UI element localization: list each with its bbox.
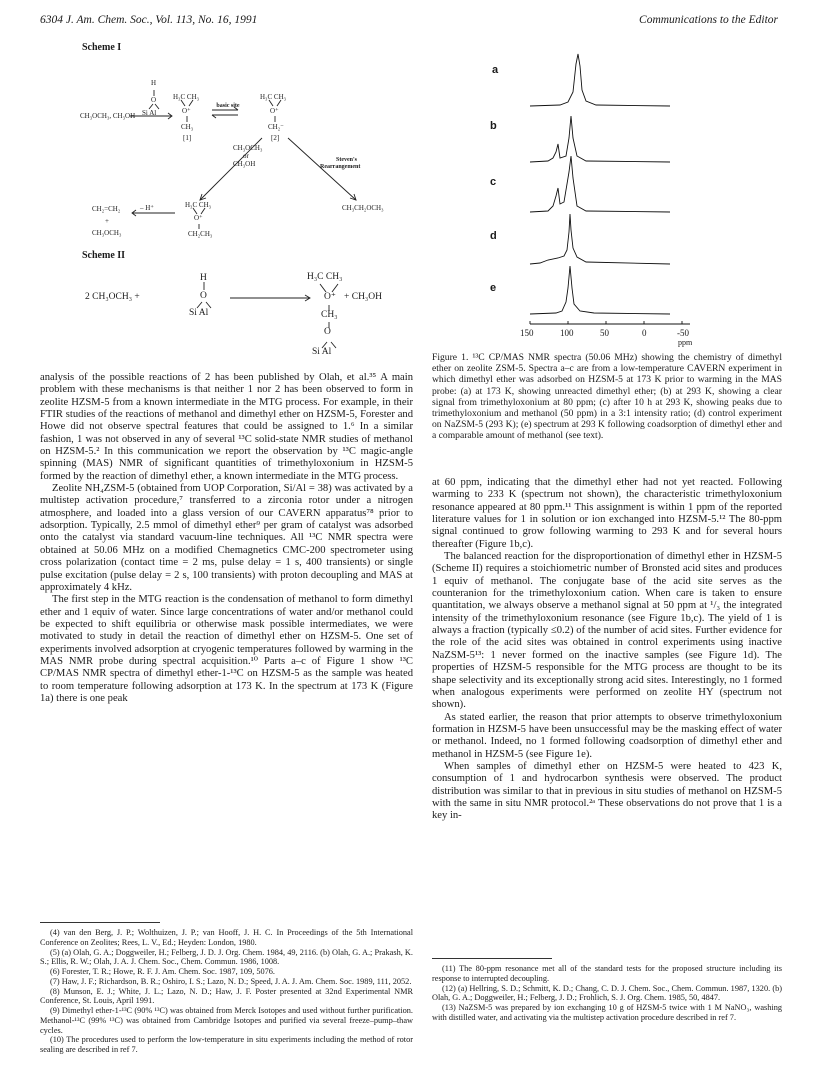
scheme2-title: Scheme II xyxy=(82,250,126,261)
s1-ch2ch3: CH₂CH₃ xyxy=(188,230,213,238)
footnote-6: (6) Forester, T. R.; Howe, R. F. J. Am. Chem. Soc. 1987, 109, 5076. xyxy=(50,967,276,976)
left-paragraph-2: Zeolite NH₄ZSM-5 (obtained from UOP Corporation, Si/Al = 38) was activated by a multistep activation procedure,⁷ transferred to a zirconia rotor under a nitrogen atmosphere, and loaded into a glass version of our CAVERN apparatus⁷⁸ prior to adsorption. Typically, 2.5 mmol of dimethyl ether⁹ per gram of catalyst was adsorbed onto the catalyst via standard vacuum-line techniques. All ¹³C NMR spectra were obtained at 50.06 MHz on a modified Chemagnetics CMC-200 spectrometer using cross polarization (contact time = 2 ms, pulse delay = 1 s, 400 transients) or single pulse excitation (pulse delay = 2 s, 100 transients) with proton decoupling and MAS at approximately 4 kHz. xyxy=(40,483,413,593)
left-paragraph-3: The first step in the MTG reaction is the condensation of methanol to form dimethyl ether and 1 equiv of water. Since large concentrations of water and/or methanol could be expected to shift equilibria or otherwise mask possible intermediates, we were motivated to study in detail the reaction of dimethyl ether on HZSM-5. One set of experiments involved adsorption at cryogenic temperatures followed by warming in the MAS NMR probe during spectral acquisition.¹⁰ Parts a–c of Figure 1 show ¹³C CP/MAS NMR spectra of dimethyl ether-1-¹³C on HZSM-5 as the sample was heated to room temperature following adsorption at 173 K. In the spectrum at 173 K (Figure 1a) there is one peak xyxy=(40,594,413,704)
running-header-right: Communications to the Editor xyxy=(639,14,778,26)
s1-h: H xyxy=(151,79,157,87)
s1-dme: CH₃OCH₃ xyxy=(92,229,122,237)
s1-mid1: CH₃OCH₃ xyxy=(233,144,263,152)
scheme1-title: Scheme I xyxy=(82,42,122,53)
s1-stevens1: Steven's xyxy=(336,157,357,163)
right-paragraph-3: As stated earlier, the reason that prior attempts to observe trimethyloxonium formation in HZSM-5 have been unsuccessful may be the masking effect of water or methanol. Indeed, no 1 formed following coadsorption of dimethyl ether and methanol in HZSM-5 (see Figure 1e). xyxy=(432,711,782,760)
s2-lhs: 2 CH₃OCH₃ + xyxy=(85,292,140,302)
tick-0: 0 xyxy=(642,328,647,338)
footnote-12: (12) (a) Hellring, S. D.; Schmitt, K. D.; Chang, C. D. J. Chem. Soc., Chem. Commun. 1987, 1320. (b) Olah, G. A.; Doggweiler, H.; Felberg, J. D.; Frohlich, S. J. Org. Chem. 1985, 50, 4847. xyxy=(432,983,782,1003)
left-paragraph-1: analysis of the possible reactions of 2 has been published by Olah, et al.³⁵ A main problem with these mechanisms is that neither 1 nor 2 has been observed to form in zeolite HZSM-5 from a known intermediate in the MTG process. For example, in their FTIR studies of the reactions of methanol and dimethyl ether on HZSM-5, Forester and Howe did not observe spectral features that could be assigned to 1.⁶ In a similar fashion, 1 was not observed in any of several ¹³C solid-state NMR studies of methanol on HZSM-5.² In this communication we report the observation by ¹³C magic-angle spinning (MAS) NMR of significant quantities of trimethyloxonium in HZSM-5 formed by the reaction of dimethyl ether, a known intermediate in the MTG process. xyxy=(40,372,413,482)
s1-plus: + xyxy=(105,217,109,225)
footnote-7: (7) Haw, J. F.; Richardson, B. R.; Oshiro, I. S.; Lazo, N. D.; Speed, J. A. J. Am. Chem. Soc. 1989, 111, 2052. xyxy=(50,976,412,986)
s2-sial: Si Al xyxy=(189,308,209,318)
footnote-13: (13) NaZSM-5 was prepared by ion exchanging 10 g of HZSM-5 twice with 1 M NaNO₃, washing with distilled water, and activating via the multistep activation procedure described in ref 7. xyxy=(432,1003,782,1022)
s2-oplus: O⁺ xyxy=(324,292,336,302)
right-paragraph-4: When samples of dimethyl ether on HZSM-5 were heated to 423 K, consumption of 1 and hydrocarbon synthesis were observed. The product distribution was similar to that in previous in situ studies of methanol on HZSM-5 with the same in situ NMR protocol.²ᵃ These observations do not prove that 1 is a key in- xyxy=(432,760,782,822)
scheme2-graphic xyxy=(150,270,390,360)
s1-sial: Si Al xyxy=(142,109,157,117)
spectrum-label-a: a xyxy=(492,64,499,76)
footnotes-left xyxy=(40,928,413,1055)
s1-ch3-1: CH₃ xyxy=(181,123,194,131)
right-column-body xyxy=(432,477,782,823)
s2-h: H xyxy=(200,273,207,283)
s1-oplus-3: O⁺ xyxy=(194,214,203,222)
s2-sial2: Si Al xyxy=(312,347,332,357)
footnote-rule-right xyxy=(432,958,552,959)
spectrum-label-e: e xyxy=(490,282,497,294)
tick-100: 100 xyxy=(560,328,574,338)
s1-label1: [1] xyxy=(183,134,192,142)
s2-o: O xyxy=(200,291,207,301)
left-column-body xyxy=(40,372,413,705)
right-paragraph-2: The balanced reaction for the disproportionation of dimethyl ether in HZSM-5 (Scheme II) requires a stoichiometric number of Bronsted acid sites and produces 1 equiv of methanol. The conjugate base of the acid site serves as the counteranion for the trimethyloxonium cation. When care is taken to ensure quantitation, we always observe a methanol signal at 50 ppm at ¹/₃ the integrated intensity of the trimethyloxonium resonance (see Figure 1b,c). The yield of 1 is always a fraction (typically ≤0.2) of the number of acid sites. Further evidence for the role of the acid sites was obtained in control experiments using inactive NaZSM-5¹³: 1 never formed on the inactive samples (see Figure 1d). The properties of HZSM-5 responsible for the MTG process are thought to be its shape selectivity and its exceptionally strong acid sites. Interestingly, no 1 formed when analogous experiments were performed on zeolite HY (spectrum not shown). xyxy=(432,551,782,711)
footnote-4: (4) van den Berg, J. P.; Wolthuizen, J. P.; van Hooff, J. H. C. In Proceedings of the 5th International Conference on Zeolites; Rees, L. V., Ed.; Heyden: London, 1980. xyxy=(40,928,413,947)
s1-oplus-2: O⁺ xyxy=(270,107,279,115)
footnote-10: (10) The procedures used to perform the low-temperature in situ experiments including the method of rotor sealing are described in ref 7. xyxy=(40,1035,413,1054)
s1-label2: [2] xyxy=(271,134,280,142)
s1-ch2minus: CH₂⁻ xyxy=(268,123,284,131)
tick-minus-50: -50 xyxy=(677,328,689,338)
figure1-caption: Figure 1. ¹³C CP/MAS NMR spectra (50.06 MHz) showing the chemistry of dimethyl ether on zeolite ZSM-5. Spectra a–c are from a low-temperature CAVERN experiment in which dimethyl ether was adsorbed on HZSM-5 at 173 K prior to warming in the MAS probe: (a) at 173 K, showing unreacted dimethyl ether; (b) at 293 K, showing a clear signal from trimethyloxonium at 80 ppm; (c) after 10 h at 293 K, showing peaks due to trimethyloxonium and methanol (50 ppm) in a 3:1 intensity ratio; (d) control experiment on NaZSM-5 (293 K); (e) spectrum at 293 K following coadsorption of dimethyl ether and a comparable amount of methanol (see text). xyxy=(432,352,782,442)
s1-o: O xyxy=(151,96,157,104)
s2-h3c-ch3: H₃C CH₃ xyxy=(307,272,343,282)
s1-ethylene: CH₂=CH₂ xyxy=(92,205,121,213)
s1-stevens2: Rearrangement xyxy=(320,164,361,170)
s1-basic-site: basic site xyxy=(216,103,240,109)
s2-ominus: O xyxy=(324,327,331,337)
s1-reactants: CH₃OCH₃, CH₃OH xyxy=(80,112,136,120)
footnote-rule-left xyxy=(40,922,160,923)
s1-h3c-ch3-1: H₃C CH₃ xyxy=(173,93,200,101)
s1-oplus-1: O⁺ xyxy=(182,107,191,115)
s2-ch3: CH₃ xyxy=(321,310,338,320)
spectrum-label-d: d xyxy=(490,230,497,242)
footnotes-right xyxy=(432,964,782,1023)
s1-h3c-ch3-2: H₃C CH₃ xyxy=(260,93,287,101)
tick-50: 50 xyxy=(600,328,609,338)
spectrum-label-c: c xyxy=(490,176,497,188)
running-header-left: 6304 J. Am. Chem. Soc., Vol. 113, No. 16, 1991 xyxy=(40,14,258,26)
footnote-8: (8) Munson, E. J.; White, J. L.; Lazo, N. D.; Haw, J. F. Poster presented at 32nd Experimental NMR Conference, St. Louis, April 1991. xyxy=(40,986,413,1006)
s1-minus-h: – H⁺ xyxy=(140,204,154,212)
s1-h3c-ch3-3: H₃C CH₃ xyxy=(185,201,212,209)
s1-mid-or: or xyxy=(243,152,249,160)
footnote-11: (11) The 80-ppm resonance met all of the standard tests for the proposed structure including its response to interrupted decoupling. xyxy=(432,964,782,983)
s2-plus-meoh: + CH₃OH xyxy=(344,292,382,302)
right-paragraph-1: at 60 ppm, indicating that the dimethyl ether had not yet reacted. Following warming to 233 K (spectrum not shown), the characteristic trimethyloxonium resonance appeared at 80 ppm.¹¹ This assignment is within 1 ppm of the reported literature values for 1 in solution or ion exchanged into HZSM-5.¹² The 80-ppm signal continued to grow following warming to 293 K and for several hours thereafter (Figure 1b,c). xyxy=(432,477,782,550)
tick-150: 150 xyxy=(520,328,534,338)
footnote-5: (5) (a) Olah, G. A.; Doggweiler, H.; Felberg, J. D. J. Org. Chem. 1984, 49, 2116. (b) Olah, G. A.; Prakash, K. S.; Ellis, R. W.; Olah, J. A. J. Chem. Soc., Chem. Commun. 1986, 1008. xyxy=(40,947,413,967)
figure1-spectra xyxy=(430,52,790,352)
spectrum-label-b: b xyxy=(490,120,497,132)
footnote-9: (9) Dimethyl ether-1-¹³C (90% ¹³C) was obtained from Merck Isotopes and used without further purification. Methanol-¹³C (99% ¹³C) was obtained from Cambridge Isotopes and purified via several freeze–pump–thaw cycles. xyxy=(40,1006,413,1035)
axis-unit-ppm: ppm xyxy=(678,338,693,347)
s1-product-right: CH₃CH₂OCH₃ xyxy=(342,204,384,212)
s1-mid2: CH₃OH xyxy=(233,160,256,168)
